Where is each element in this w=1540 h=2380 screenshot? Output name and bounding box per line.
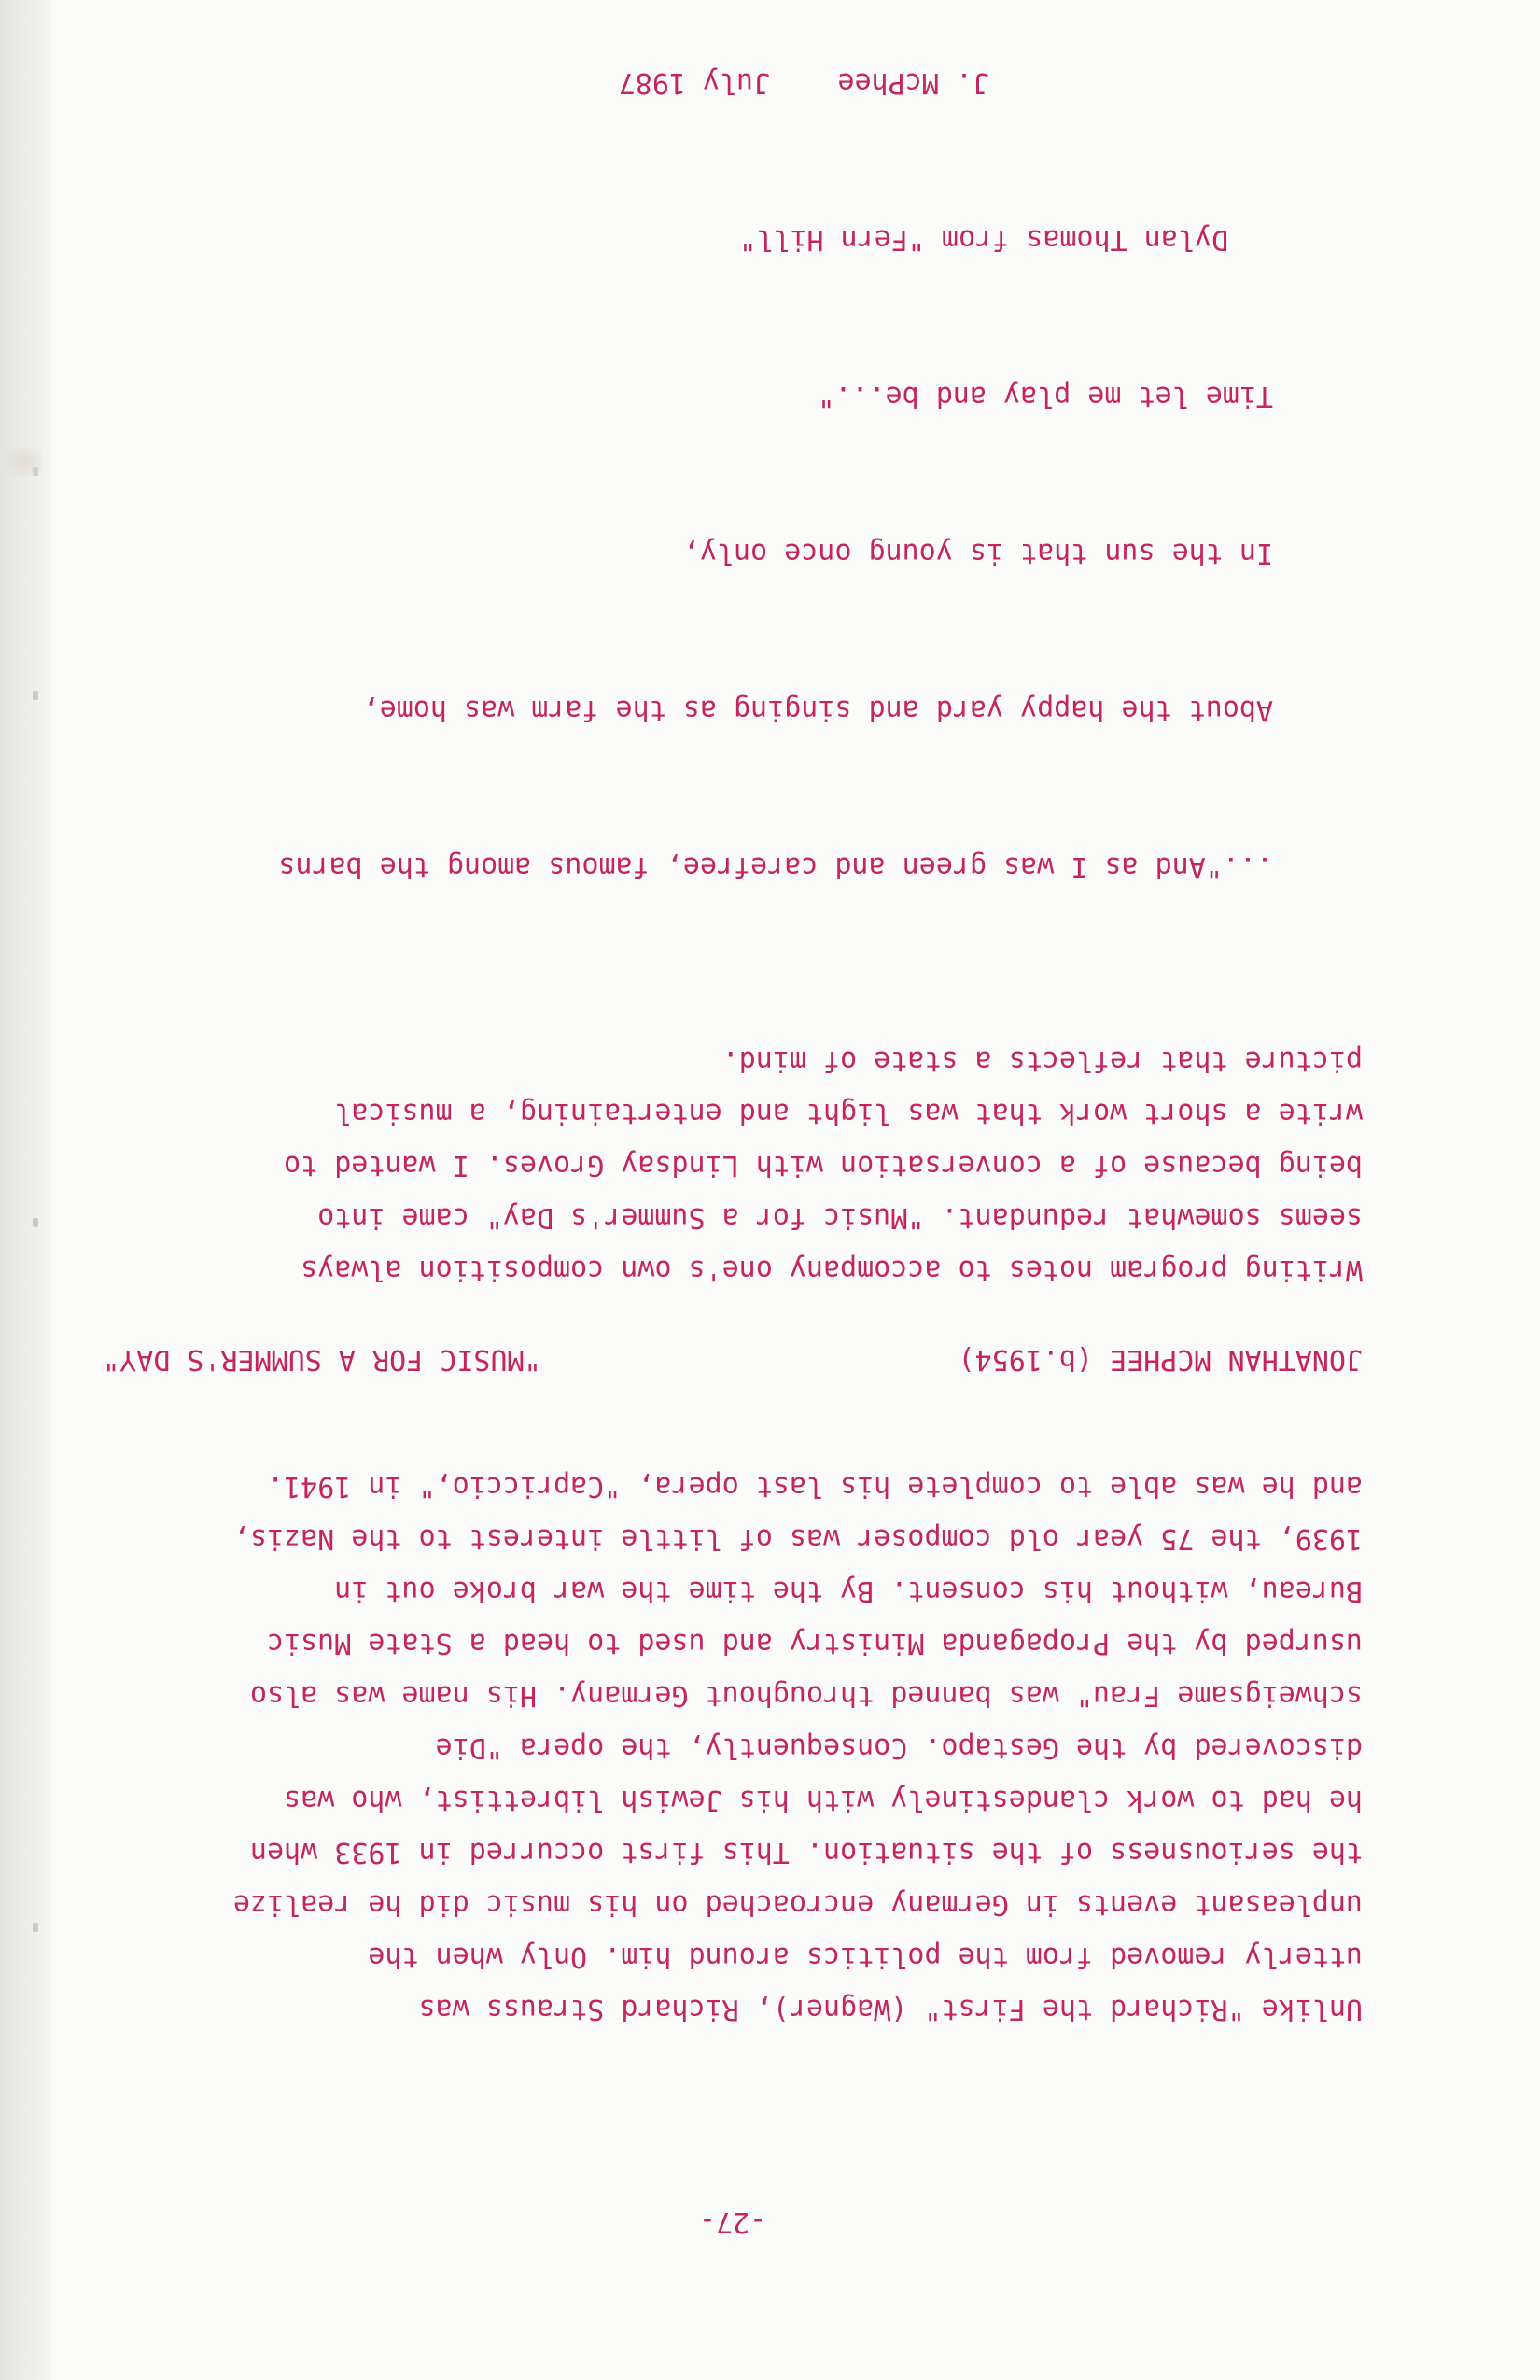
signature (103, 56, 1363, 108)
poem-line: Time let me play and be..." (818, 380, 1273, 413)
strauss-line: usurped by the Propaganda Ministry and used to head a State Music (267, 1627, 1363, 1659)
page-binding-edge (0, 0, 51, 2380)
paper-stain (7, 448, 42, 476)
strauss-line: he had to work clandestinely with his Jewish librettist, who was (284, 1784, 1363, 1816)
mcphee-section (103, 56, 1363, 1385)
strauss-line: schweigsame Frau" was banned throughout Germany. His name was also (249, 1679, 1363, 1712)
poem-attribution: Dylan Thomas from "Fern Hill" (739, 223, 1228, 256)
mcphee-heading (103, 1333, 1363, 1385)
mcphee-line: picture that reflects a state of mind. (721, 1044, 1363, 1077)
poem-quote (103, 108, 1363, 997)
mcphee-line: Writing program notes to accompany one's own composition always (301, 1253, 1363, 1286)
poem-line: In the sun that is young once only, (682, 537, 1273, 569)
strauss-line: discovered by the Gestapo. Consequently, the opera "Die (435, 1731, 1363, 1764)
mcphee-line: being because of a conversation with Lindsay Groves. I wanted to (284, 1149, 1363, 1182)
poem-line: ..."And as I was green and carefree, famous among the barns (278, 850, 1273, 883)
strauss-line: Bureau, without his consent. By the time the war broke out in (334, 1575, 1363, 1607)
signature-date: July 1987 (618, 66, 771, 99)
page-number: -27- (698, 2205, 767, 2238)
document-body (103, 0, 1363, 2240)
strauss-line: the seriousness of the situation. This first occurred in 1933 when (249, 1836, 1363, 1869)
strauss-line: unpleasant events in Germany encroached on his music did he realize (232, 1888, 1363, 1921)
mcphee-line: seems somewhat redundant. "Music for a Summer's Day" came into (317, 1201, 1363, 1234)
strauss-line: and he was able to complete his last opera, "Capriccio," in 1941. (267, 1470, 1363, 1503)
mcphee-line: write a short work that was light and entertaining, a musical (334, 1097, 1363, 1129)
strauss-line: 1939, the 75 year old composer was of little interest to the Nazis, (232, 1522, 1363, 1555)
strauss-section (103, 1460, 1363, 2035)
strauss-line: utterly removed from the politics around him. Only when the (368, 1940, 1363, 1973)
strauss-line: Unlike "Richard the First" (Wagner), Richard Strauss was (418, 1993, 1363, 2025)
poem-line: About the happy yard and singing as the farm was home, (362, 693, 1273, 726)
mcphee-work-title: "MUSIC FOR A SUMMER'S DAY" (103, 1343, 541, 1376)
mcphee-composer: JONATHAN MCPHEE (b.1954) (958, 1343, 1363, 1376)
signature-name: J. McPhee (837, 66, 989, 99)
